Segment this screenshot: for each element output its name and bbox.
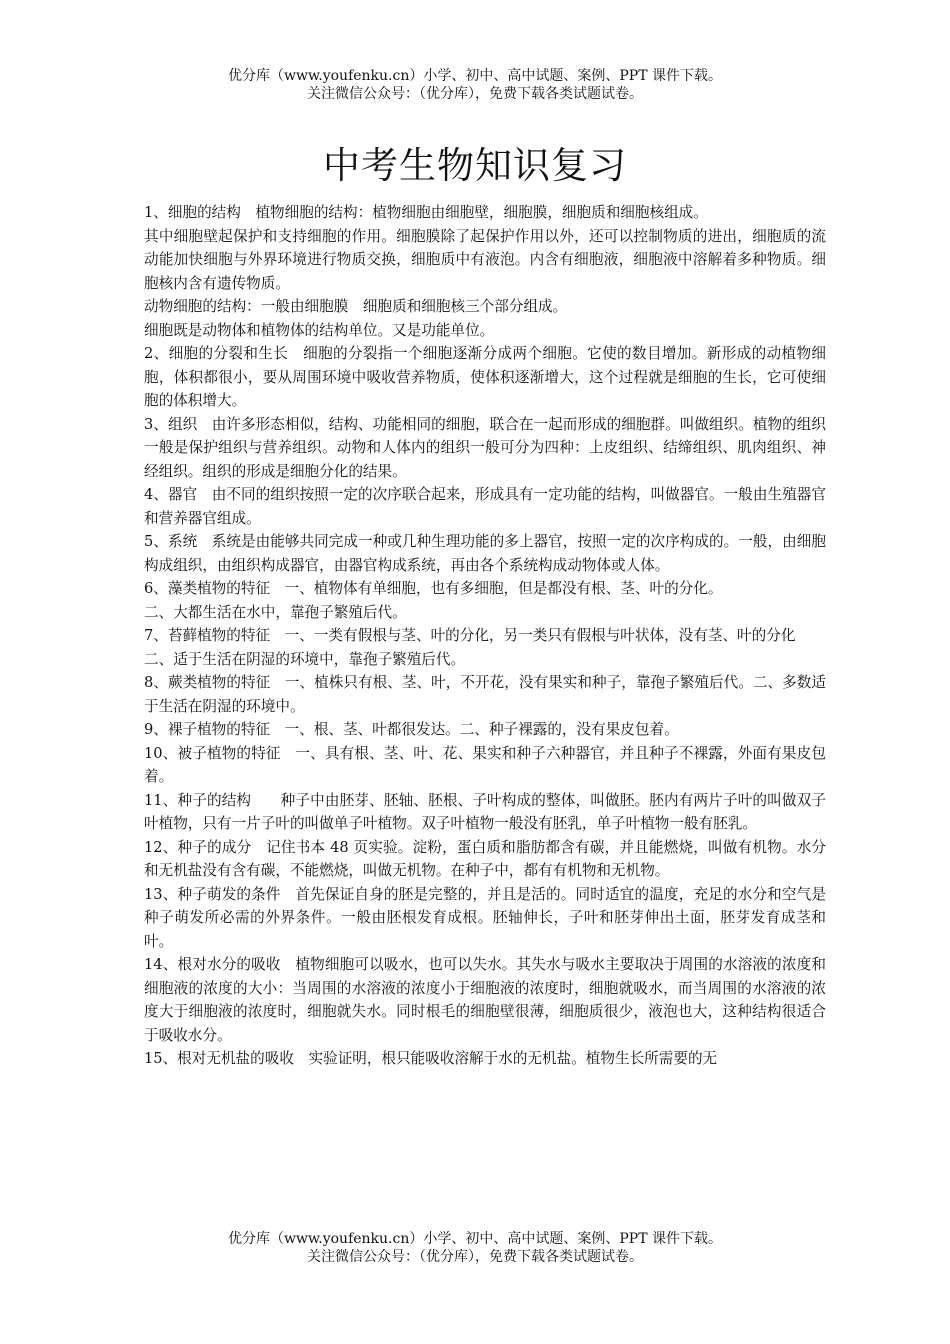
paragraph: 其中细胞壁起保护和支持细胞的作用。细胞膜除了起保护作用以外，还可以控制物质的进出，细胞质的流动能加快细胞与外界环境进行物质交换，细胞质中有液泡。内含有细胞液，细胞液中溶解着多种物质。细胞核内含有遗传物质。 xyxy=(144,227,826,292)
paragraph: 9、裸子植物的特征 一、根、茎、叶都很发达。二、种子裸露的，没有果皮包着。 xyxy=(144,721,679,738)
page-header xyxy=(0,67,950,103)
paragraph: 10、被子植物的特征 一、具有根、茎、叶、花、果实和种子六种器官，并且种子不裸露，外面有果皮包着。 xyxy=(144,744,826,785)
page-footer xyxy=(0,1230,950,1266)
paragraph: 11、种子的结构 种子中由胚芽、胚轴、胚根、子叶构成的整体，叫做胚。胚内有两片子叶的叫做双子叶植物，只有一片子叶的叫做单子叶植物。双子叶植物一般没有胚乳，单子叶植物一般有胚乳。 xyxy=(144,791,826,832)
paragraph: 13、种子萌发的条件 首先保证自身的胚是完整的，并且是活的。同时适宜的温度，充足的水分和空气是种子萌发所必需的外界条件。一般由胚根发育成根。胚轴伸长，子叶和胚芽伸出土面，胚芽发育成茎和叶。 xyxy=(144,885,826,950)
paragraph: 14、根对水分的吸收 植物细胞可以吸水，也可以失水。其失水与吸水主要取决于周围的水溶液的浓度和细胞液的浓度的大小：当周围的水溶液的浓度小于细胞液的浓度时，细胞就吸水，而当周围的水溶液的浓度大于细胞液的浓度时，细胞就失水。同时根毛的细胞壁很薄，细胞质很少，液泡也大，这种结构很适合于吸收水分。 xyxy=(144,956,826,1044)
footer-line-1: 优分库（www.youfenku.cn）小学、初中、高中试题、案例、PPT 课件下载。 xyxy=(227,1231,722,1247)
header-line-2: 关注微信公众号：（优分库），免费下载各类试题试卷。 xyxy=(307,86,643,102)
page-title: 中考生物知识复习 xyxy=(323,144,627,187)
paragraph: 7、苔藓植物的特征 一、一类有假根与茎、叶的分化，另一类只有假根与叶状体，没有茎、叶的分化 xyxy=(144,627,796,644)
header-line-1: 优分库（www.youfenku.cn）小学、初中、高中试题、案例、PPT 课件下载。 xyxy=(227,68,722,84)
document-body xyxy=(144,201,826,1071)
footer-line-2: 关注微信公众号：（优分库），免费下载各类试题试卷。 xyxy=(307,1249,643,1265)
paragraph: 6、藻类植物的特征 一、植物体有单细胞，也有多细胞，但是都没有根、茎、叶的分化。 xyxy=(144,580,723,597)
paragraph: 二、适于生活在阴湿的环境中，靠孢子繁殖后代。 xyxy=(144,650,466,668)
paragraph: 12、种子的成分 记住书本 48 页实验。淀粉，蛋白质和脂肪都含有碳，并且能燃烧，叫做有机物。水分和无机盐没有含有碳，不能燃烧，叫做无机物。在种子中，都有有机物和无机物。 xyxy=(144,838,826,879)
paragraph: 细胞既是动物体和植物体的结构单位。又是功能单位。 xyxy=(144,321,495,339)
paragraph: 1、细胞的结构 植物细胞的结构：植物细胞由细胞壁，细胞膜，细胞质和细胞核组成。 xyxy=(144,204,708,221)
paragraph: 3、组织 由许多形态相似，结构、功能相同的细胞，联合在一起而形成的细胞群。叫做组织。植物的组织一般是保护组织与营养组织。动物和人体内的组织一般可分为四种：上皮组织、结缔组织、肌肉组织、神经组织。组织的形成是细胞分化的结果。 xyxy=(144,415,826,480)
paragraph: 4、器官 由不同的组织按照一定的次序联合起来，形成具有一定功能的结构，叫做器官。一般由生殖器官和营养器官组成。 xyxy=(144,486,826,527)
paragraph: 二、大都生活在水中，靠孢子繁殖后代。 xyxy=(144,603,407,621)
paragraph: 15、根对无机盐的吸收 实验证明，根只能吸收溶解于水的无机盐。植物生长所需要的无 xyxy=(144,1050,718,1067)
paragraph: 8、蕨类植物的特征 一、植株只有根、茎、叶，不开花，没有果实和种子，靠孢子繁殖后代。二、多数适于生活在阴湿的环境中。 xyxy=(144,674,826,715)
paragraph: 2、细胞的分裂和生长 细胞的分裂指一个细胞逐渐分成两个细胞。它使的数目增加。新形成的动植物细胞，体积都很小，要从周围环境中吸收营养物质，使体积逐渐增大，这个过程就是细胞的生长，它可使细胞的体积增大。 xyxy=(144,345,826,409)
paragraph: 动物细胞的结构：一般由细胞膜 细胞质和细胞核三个部分组成。 xyxy=(144,298,568,315)
paragraph: 5、系统 系统是由能够共同完成一种或几种生理功能的多上器官，按照一定的次序构成的。一般，由细胞构成组织，由组织构成器官，由器官构成系统，再由各个系统构成动物体或人体。 xyxy=(144,533,826,574)
